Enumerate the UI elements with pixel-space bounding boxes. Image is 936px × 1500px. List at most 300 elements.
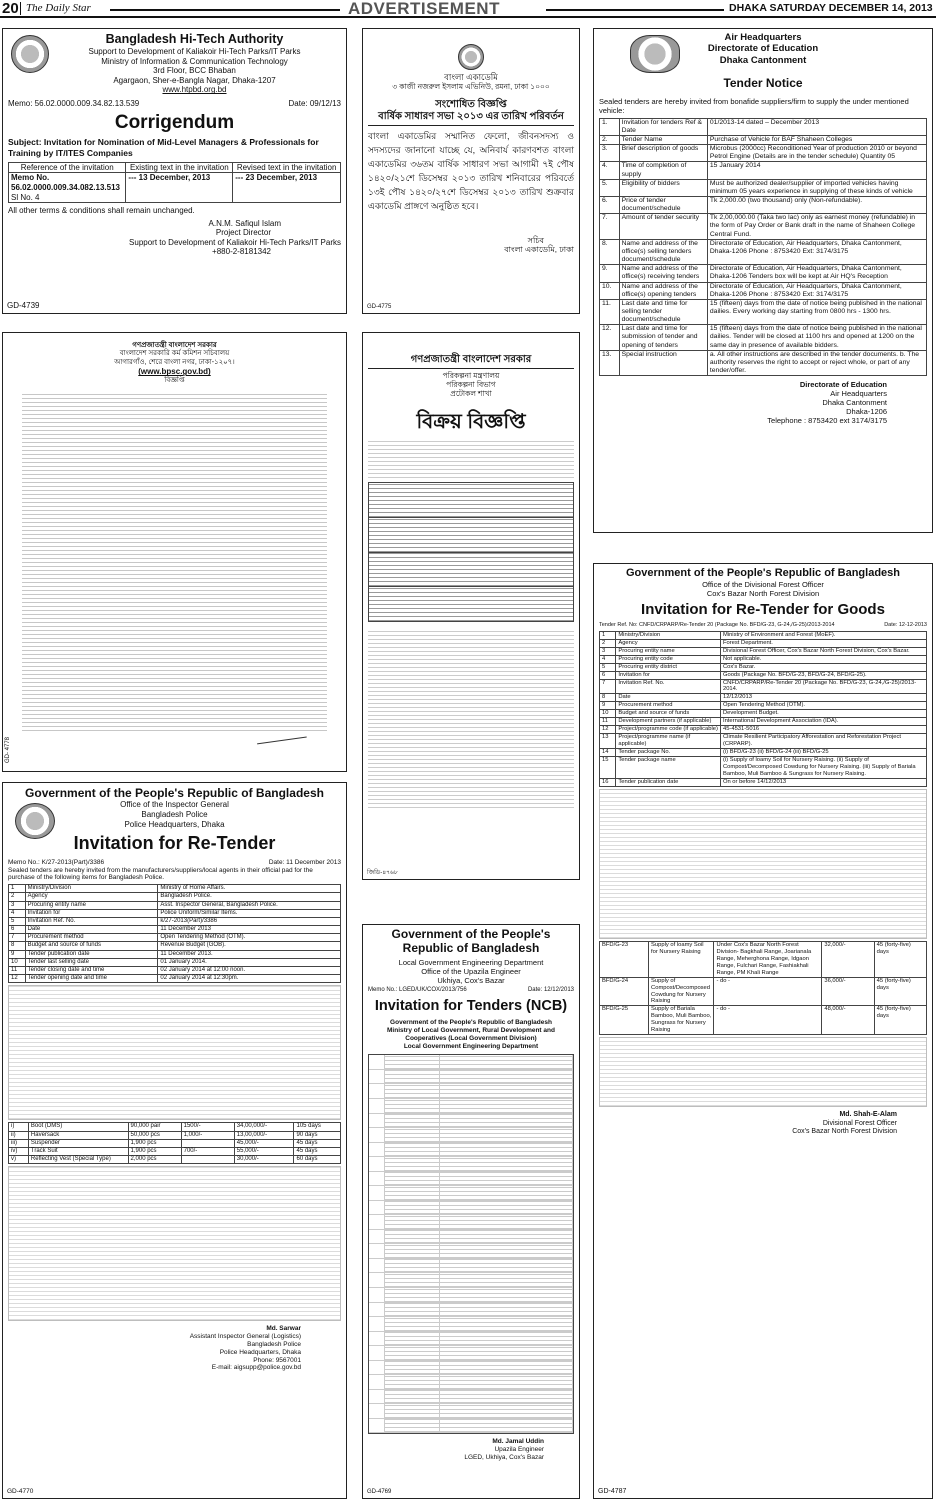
bpsc-body-text (22, 391, 327, 731)
table-cell: 2 (600, 639, 616, 647)
table-cell: 1 (9, 885, 26, 893)
table-cell: Amount of tender security (619, 214, 707, 239)
table-row (9, 901, 341, 909)
hitech-col2: Existing text in the invitation (126, 162, 233, 173)
table-cell: BFD/G-25 (600, 1006, 649, 1035)
lged-table-cell (440, 1230, 573, 1245)
table-cell: 1. (600, 118, 620, 135)
lged-table-cell (440, 1215, 573, 1230)
lged-table (368, 1054, 574, 1434)
table-row (600, 702, 927, 710)
table-cell: 45 (forty-five) days (874, 941, 926, 977)
table-cell: 45 days (294, 1147, 341, 1155)
hitech-phone: +880-2-8181342 (212, 247, 271, 257)
table-row (600, 679, 927, 694)
table-cell: Invitation Ref. No. (25, 917, 158, 925)
table-cell: Ministry/Division (25, 885, 158, 893)
lged-h2: Ministry of Local Government, Rural Development and Cooperatives (Local Government Division) (387, 1026, 555, 1042)
lged-table-cell (440, 1114, 573, 1129)
table-cell: Cox's Bazar. (720, 663, 926, 671)
lged-signer-org: LGED, Ukhiya, Cox's Bazar (464, 1453, 544, 1461)
table-cell: 6 (9, 926, 26, 934)
lged-table-cell (385, 1390, 440, 1405)
ba-gd: GD-4775 (367, 303, 392, 310)
police-org: Government of the People's Republic of Bangladesh (25, 786, 324, 800)
table-cell: Procurement method (25, 934, 158, 942)
table-cell: - do - (714, 977, 822, 1006)
table-cell: 9 (9, 950, 26, 958)
police-gd: GD-4770 (7, 1488, 34, 1496)
lged-table-cell (440, 1128, 573, 1143)
police-address-block (8, 985, 341, 1120)
hitech-memo: Memo: 56.02.0000.009.34.82.13.539 (8, 98, 140, 108)
lged-table-cell (369, 1099, 385, 1114)
lged-table-cell (369, 1346, 385, 1361)
lged-table-cell (440, 1259, 573, 1274)
table-cell: 1,900 pcs (128, 1139, 181, 1147)
lged-table-cell (385, 1288, 440, 1303)
table-row (9, 893, 341, 901)
forest-packages-table (599, 941, 927, 1035)
lged-table-cell (440, 1172, 573, 1187)
table-cell: 15 (600, 757, 616, 779)
forest-signer-title: Divisional Forest Officer (822, 1119, 897, 1127)
police-memo: Memo No.: K/27-2013(Part)/3386 (8, 858, 105, 866)
lged-gd: GD-4769 (367, 1488, 392, 1495)
table-cell: 16 (600, 778, 616, 786)
table-cell: Microbus (2000cc) Reconditioned Year of production 2010 or beyond Petrol Engine (Details are in the tender schedule) Quantity 05 (707, 145, 926, 162)
ad-bangla-academy (362, 28, 580, 314)
table-cell: Bangladesh Police. (158, 893, 341, 901)
lged-table-cell (385, 1099, 440, 1114)
bpsc-org2: বাংলাদেশ সরকারি কর্ম কমিশন সচিবালয় (119, 350, 230, 358)
lged-table-cell (385, 1201, 440, 1216)
page-header (0, 0, 936, 18)
police-intro: Sealed tenders are hereby invited from the manufacturers/suppliers/local agents in their official pad for the purchase of the following items for Bangladesh Police. (8, 866, 313, 882)
table-cell: 11. (600, 299, 620, 324)
police-sub3: Police Headquarters, Dhaka (124, 819, 225, 829)
police-table (8, 884, 341, 983)
table-cell: 8 (9, 942, 26, 950)
lged-signer: Md. Jamal Uddin (492, 1438, 544, 1446)
table-cell (181, 1156, 234, 1164)
table-cell: 01 January 2014. (158, 958, 341, 966)
forest-dates-block (599, 789, 927, 939)
table-cell: Tk 2,00,000.00 (Taka two lac) only as earnest money (refundable) in the form of Pay Order or Bank draft in the name of Shaheen College Central Fund. (707, 214, 926, 239)
hitech-signer: A.N.M. Safiqul Islam (208, 218, 281, 228)
bikroy-org2: পরিকল্পনা মন্ত্রণালয় (442, 371, 500, 380)
air-sig2: Air Headquarters (830, 389, 887, 399)
lged-table-cell (440, 1375, 573, 1390)
air-org1: Air Headquarters (724, 32, 802, 43)
hitech-footer: All other terms & conditions shall remain unchanged. (8, 206, 195, 216)
section-title: ADVERTISEMENT (348, 0, 500, 18)
table-cell: 3 (9, 901, 26, 909)
lged-h3: Local Government Engineering Department (403, 1042, 539, 1050)
table-row (600, 694, 927, 702)
lged-table-cell (440, 1244, 573, 1259)
table-cell: 11 December 2013 (158, 926, 341, 934)
table-cell: 9 (600, 702, 616, 710)
hitech-web[interactable]: www.htpbd.org.bd (162, 85, 227, 95)
table-cell: 01/2013-14 dated – December 2013 (707, 118, 926, 135)
lged-table-cell (440, 1186, 573, 1201)
table-cell: Goods (Package No. BFD/G-23, BFD/G-24, BFD/G-25). (720, 671, 926, 679)
lged-table-cell (385, 1055, 440, 1070)
table-cell: 2 (9, 893, 26, 901)
air-sig4: Dhaka-1206 (846, 407, 887, 417)
table-row (9, 1147, 341, 1155)
table-cell: Agency (25, 893, 158, 901)
table-row (600, 639, 927, 647)
table-row (600, 631, 927, 639)
table-row (600, 135, 927, 144)
ad-forest-retender (593, 563, 933, 1499)
hitech-title: Corrigendum (114, 111, 235, 133)
table-cell: 7. (600, 214, 620, 239)
lged-table-cell (385, 1186, 440, 1201)
table-cell: Invitation for (616, 671, 721, 679)
forest-gd: GD-4787 (598, 1487, 627, 1495)
table-cell: 12. (600, 325, 620, 350)
table-cell: 3 (600, 647, 616, 655)
lged-sub2: Office of the Upazila Engineer (421, 966, 521, 976)
lged-table-cell (369, 1317, 385, 1332)
table-cell: On or before 14/12/2013 (720, 778, 926, 786)
table-cell: 8 (600, 694, 616, 702)
lged-table-cell (440, 1332, 573, 1347)
table-cell: Directorate of Education, Air Headquarters, Dhaka Cantonment, Dhaka-1206 Phone : 8753420 Ext: 3174/3175 (707, 282, 926, 299)
table-row (9, 950, 341, 958)
table-row (9, 958, 341, 966)
bpsc-gd: GD- 4778 (5, 736, 11, 763)
lged-table-cell (369, 1288, 385, 1303)
lged-table-cell (440, 1346, 573, 1361)
table-cell: Tender package name (616, 757, 721, 779)
table-cell: Name and address of the office(s) opening tenders (619, 282, 707, 299)
table-cell: Project/programme name (if applicable) (616, 734, 721, 749)
air-force-crest-icon (630, 35, 680, 73)
table-cell: Last date and time for selling tender document/schedule (619, 299, 707, 324)
police-items-table (8, 1122, 341, 1164)
lged-table-cell (369, 1157, 385, 1172)
ba-org: বাংলা একাডেমি (444, 72, 498, 82)
table-cell: 12 (600, 726, 616, 734)
air-title: Tender Notice (723, 76, 803, 91)
table-cell: Procuring entity district (616, 663, 721, 671)
table-row (600, 196, 927, 213)
table-cell: 90,000 pair (128, 1123, 181, 1131)
table-cell: (i) BFD/G-23 (ii) BFD/G-24 (iii) BFD/G-25 (720, 749, 926, 757)
table-cell: Supply of Bariala Bamboo, Muli Bamboo, Sungrass for Nursery Raising (649, 1006, 714, 1035)
air-sig3: Dhaka Cantonment (822, 398, 887, 408)
lged-org: Government of the People's Republic of Bangladesh (391, 927, 551, 955)
table-cell: Tender publication date (25, 950, 158, 958)
table-cell: Tender closing date and time (25, 967, 158, 975)
table-row (600, 734, 927, 749)
table-cell: Development partners (if applicable) (616, 718, 721, 726)
bpsc-org1: গণপ্রজাতন্ত্রী বাংলাদেশ সরকার (132, 342, 217, 349)
lged-table-cell (440, 1273, 573, 1288)
police-email[interactable]: E-mail: aigsupp@police.gov.bd (211, 1364, 301, 1372)
table-row (600, 726, 927, 734)
hitech-line3: 3rd Floor, BCC Bhaban (153, 66, 236, 76)
bpsc-org3: আগারগাঁও, শেরে বাংলা নগর, ঢাকা-১২০৭। (114, 358, 235, 366)
table-row (9, 1123, 341, 1131)
hitech-ref2: 56.02.0000.009.34.082.13.513 (11, 182, 120, 192)
lged-table-cell (385, 1273, 440, 1288)
table-cell: 45-4531-5016 (720, 726, 926, 734)
table-cell: 12/12/2013 (720, 694, 926, 702)
table-cell: 5 (9, 917, 26, 925)
table-cell: 48,000/- (822, 1006, 874, 1035)
table-cell: Police Uniform/Similar Items. (158, 909, 341, 917)
table-cell: Name and address of the office(s) receiving tenders (619, 265, 707, 282)
dateline: DHAKA SATURDAY DECEMBER 14, 2013 (729, 2, 933, 14)
table-cell: 14 (600, 749, 616, 757)
lged-table-cell (369, 1070, 385, 1085)
table-cell: Invitation for tenders Ref & Date (619, 118, 707, 135)
lged-table-cell (440, 1084, 573, 1099)
hitech-org: Bangladesh Hi-Tech Authority (105, 32, 284, 46)
hitech-signer-title: Project Director (215, 228, 271, 238)
lged-table-cell (369, 1186, 385, 1201)
air-sig5: Telephone : 8753420 ext 3174/3175 (767, 416, 887, 426)
bangla-academy-logo-icon (458, 44, 484, 70)
hitech-line1: Support to Development of Kaliakoir Hi-Tech Parks/IT Parks (88, 47, 301, 56)
table-cell: 45,000/- (234, 1139, 294, 1147)
table-cell: International Development Association (IDA). (720, 718, 926, 726)
table-cell: Tender package No. (616, 749, 721, 757)
police-date: Date: 11 December 2013 (268, 858, 341, 866)
table-row (600, 162, 927, 179)
lged-table-cell (369, 1172, 385, 1187)
table-cell: Invitation Ref. No. (616, 679, 721, 694)
forest-entity-details (599, 1037, 927, 1107)
table-row (600, 179, 927, 196)
forest-title: Invitation for Re-Tender for Goods (641, 601, 885, 619)
page-number: 20 (2, 0, 19, 17)
lged-table-cell (385, 1114, 440, 1129)
table-cell: Tender last selling date (25, 958, 158, 966)
table-row (9, 967, 341, 975)
table-cell: 5 (600, 663, 616, 671)
hitech-ref3: Sl No. 4 (11, 192, 40, 202)
table-row (600, 1006, 927, 1035)
table-cell: Name and address of the office(s) selling tenders document/schedule (619, 239, 707, 264)
police-logo-icon (15, 803, 55, 839)
table-cell: Haversack (28, 1131, 128, 1139)
lged-table-cell (385, 1172, 440, 1187)
table-cell: - do - (714, 1006, 822, 1035)
table-cell: 02 January 2014 at 12:30pm. (158, 975, 341, 983)
bikroy-title: বিক্রয় বিজ্ঞপ্তি (416, 411, 526, 433)
lged-table-cell (385, 1404, 440, 1419)
table-row (600, 214, 927, 239)
table-cell: CNFD/CRPARP/Re-Tender 20 (Package No. BFD/G-23, G-24,/G-25)/2013-2014. (720, 679, 926, 694)
ad-bpsc-notice (2, 332, 347, 772)
table-cell: 1 (600, 631, 616, 639)
lged-table-cell (369, 1143, 385, 1158)
lged-h1: Government of the People's Republic of Bangladesh (390, 1019, 552, 1027)
table-cell: BFD/G-23 (600, 941, 649, 977)
police-signer-org: Bangladesh Police (247, 1340, 301, 1348)
table-cell: Open Tendering Method (OTM). (720, 702, 926, 710)
lged-table-cell (440, 1419, 573, 1434)
hitech-line2: Ministry of Information & Communication Technology (101, 56, 288, 66)
table-row (600, 710, 927, 718)
table-cell: Eligibility of bidders (619, 179, 707, 196)
table-row (9, 909, 341, 917)
table-row (9, 942, 341, 950)
table-row (600, 749, 927, 757)
table-cell: 11 December 2013. (158, 950, 341, 958)
forest-signer-org: Cox's Bazar North Forest Division (792, 1128, 897, 1136)
lged-table-cell (440, 1303, 573, 1318)
lged-table-cell (440, 1143, 573, 1158)
table-cell: 90 days (294, 1131, 341, 1139)
table-cell: 1,000/- (181, 1131, 234, 1139)
table-cell: 4. (600, 162, 620, 179)
table-cell: Supply of loamy Soil for Nursery Raising (649, 941, 714, 977)
table-cell: Special instruction (619, 350, 707, 375)
table-cell: Directorate of Education, Air Headquarters, Dhaka Cantonment, Dhaka-1206 Tenders box will be kept at Air HQ's Reception (707, 265, 926, 282)
table-cell: 15 (fifteen) days from the date of notice being published in the national dailies. Tender will be closed at 1100 hrs and opened at 1200 on the same day in presence of available bidders. (707, 325, 926, 350)
air-org2: Directorate of Education (707, 43, 819, 55)
forest-signer: Md. Shah-E-Alam (839, 1111, 897, 1119)
table-cell: Tender publication date (616, 778, 721, 786)
police-title: Invitation for Re-Tender (73, 833, 276, 854)
lged-signer-title: Upazila Engineer (494, 1446, 544, 1454)
table-cell: i) (9, 1123, 29, 1131)
table-cell: Tk 2,000.00 (two thousand) only (Non-refundable). (707, 196, 926, 213)
bikroy-body (368, 628, 574, 808)
lged-table-cell (369, 1404, 385, 1419)
table-cell: Boot (DMS) (28, 1123, 128, 1131)
lged-table-cell (369, 1244, 385, 1259)
table-cell: Price of tender document/schedule (619, 196, 707, 213)
table-cell: Must be authorized dealer/supplier of imported vehicles having minimum 05 years experience in supplying of these kinds of vehicle (707, 179, 926, 196)
air-org3: Dhaka Cantonment (719, 54, 807, 66)
table-cell: 2. (600, 135, 620, 144)
lged-table-cell (369, 1419, 385, 1434)
table-cell: Brief description of goods (619, 145, 707, 162)
table-cell: Agency (616, 639, 721, 647)
lged-table-cell (369, 1114, 385, 1129)
table-cell: 45 (forty-five) days (874, 1006, 926, 1035)
lged-sub1: Local Government Engineering Department (398, 957, 544, 967)
table-cell: Budget and source of funds (616, 710, 721, 718)
lged-table-cell (440, 1070, 573, 1085)
lged-table-cell (440, 1055, 573, 1070)
lged-title: Invitation for Tenders (NCB) (374, 997, 568, 1014)
lged-table-cell (369, 1390, 385, 1405)
lged-table-cell (440, 1201, 573, 1216)
table-cell: 10 (600, 710, 616, 718)
lged-table-cell (385, 1346, 440, 1361)
table-row (600, 350, 927, 375)
table-cell: iii) (9, 1139, 29, 1147)
table-cell: Ministry of Home Affairs. (158, 885, 341, 893)
table-cell: Asst. Inspector General, Bangladesh Police. (158, 901, 341, 909)
table-cell: 7 (600, 679, 616, 694)
table-cell: 45 (forty-five) days (874, 977, 926, 1006)
table-cell: 30,000/- (234, 1156, 294, 1164)
table-cell: 13,00,000/- (234, 1131, 294, 1139)
table-row (9, 926, 341, 934)
table-cell: 4 (600, 655, 616, 663)
lged-table-cell (440, 1404, 573, 1419)
hitech-logo-icon (11, 35, 49, 73)
table-cell: 15 (fifteen) days from the date of notice being published in the national dailies. Every working day starting from 0800 hrs - 1300 hrs. (707, 299, 926, 324)
hitech-date: Date: 09/12/13 (288, 98, 341, 108)
table-cell (181, 1139, 234, 1147)
bikroy-org1: গণপ্রজাতন্ত্রী বাংলাদেশ সরকার (410, 354, 532, 365)
table-cell: 15 January 2014 (707, 162, 926, 179)
table-cell: a. All other instructions are described in the tender documents. b. The authority reserves the right to accept or reject whole, or part of any tender/offer. (707, 350, 926, 375)
lged-table-cell (369, 1361, 385, 1376)
table-cell: 1500/- (181, 1123, 234, 1131)
table-cell: (i) Supply of loamy Soil for Nursery Raising. (ii) Supply of Compost/Decomposed Cowdung for Nursery Raising. (iii) Supply of Bariala Bamboo, Muli Bamboo & Sungrass for Nursery Raising. (720, 757, 926, 779)
table-cell: Purchase of Vehicle for BAF Shaheen Colleges (707, 135, 926, 144)
lged-table-cell (385, 1332, 440, 1347)
bpsc-web[interactable]: (www.bpsc.gov.bd) (138, 367, 211, 377)
table-cell: Procuring entity name (25, 901, 158, 909)
lged-table-cell (369, 1215, 385, 1230)
forest-table (599, 631, 927, 787)
lged-table-cell (385, 1230, 440, 1245)
lged-date: Date: 12/12/2013 (527, 986, 574, 993)
lged-table-cell (369, 1084, 385, 1099)
hitech-table (8, 162, 341, 203)
table-cell: Ministry of Environment and Forest (MoEF). (720, 631, 926, 639)
table-cell: Climate Resilient Participatory Afforestation and Reforestation Project (CRPARP). (720, 734, 926, 749)
police-signer: Md. Sarwar (266, 1325, 301, 1333)
table-row (600, 778, 927, 786)
table-cell: 6 (600, 671, 616, 679)
bikroy-intro (368, 440, 574, 478)
forest-sub2: Cox's Bazar North Forest Division (706, 589, 820, 599)
table-cell: 9. (600, 265, 620, 282)
table-row (600, 282, 927, 299)
hitech-revised: --- 23 December, 2013 (233, 173, 341, 203)
table-cell: 8. (600, 239, 620, 264)
table-cell: Supply of Compost/Decomposed Cowdung for Nursery Raising (649, 977, 714, 1006)
table-cell: Track Suit (28, 1147, 128, 1155)
table-row (600, 655, 927, 663)
table-cell: Directorate of Education, Air Headquarters, Dhaka Cantonment, Dhaka-1206 Phone : 8753420 Ext: 3174/3175 (707, 239, 926, 264)
lged-table-cell (369, 1055, 385, 1070)
lged-table-cell (369, 1332, 385, 1347)
ad-lged-tender (362, 924, 580, 1499)
table-row (600, 118, 927, 135)
lged-memo: Memo No.: LGED/UK/COX/2013/756 (368, 986, 467, 993)
bpsc-notice: বিজ্ঞপ্তি (164, 376, 185, 384)
ad-hitech-corrigendum (2, 28, 347, 314)
table-cell: Last date and time for submission of tender and opening of tenders (619, 325, 707, 350)
lged-table-cell (385, 1157, 440, 1172)
table-cell: Time of completion of supply (619, 162, 707, 179)
table-row (9, 1156, 341, 1164)
table-cell: Tender Name (619, 135, 707, 144)
table-cell: Ministry/Division (616, 631, 721, 639)
ba-signer: সচিব (527, 235, 544, 245)
lged-table-cell (385, 1303, 440, 1318)
table-cell: 700/- (181, 1147, 234, 1155)
ad-sale-notice (362, 332, 580, 880)
hitech-gd: GD-4739 (7, 301, 40, 311)
table-cell: 36,000/- (822, 977, 874, 1006)
